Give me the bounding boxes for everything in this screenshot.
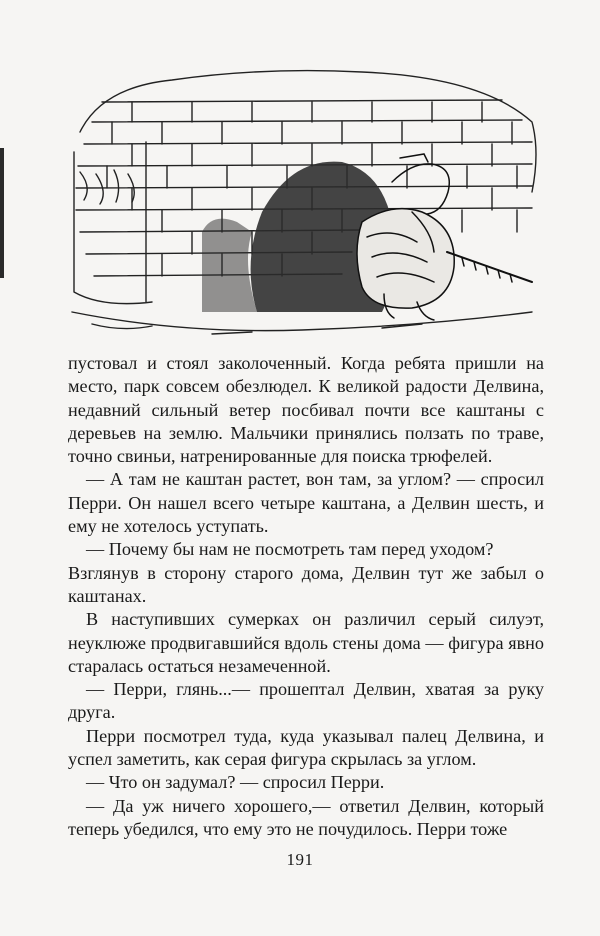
paragraph: — Да уж ничего хорошего,— ответил Делвин, который теперь убедился, что ему это не почудилось. Перри тоже bbox=[68, 795, 544, 839]
page-edge-shadow bbox=[0, 148, 4, 278]
paragraph: — Перри, глянь...— прошептал Делвин, хватая за руку друга. bbox=[68, 679, 544, 723]
paragraph: пустовал и стоял заколоченный. Когда ребята пришли на место, парк совсем обезлюдел. К великой радости Делвина, недавний сильный ветер посбивал почти все каштаны с деревьев на землю. Мальчики принялись ползать по траве, точно свиньи, натренированные для поиска трюфелей. bbox=[68, 353, 544, 467]
paragraph: В наступивших сумерках он различил серый силуэт, неуклюже продвигавшийся вдоль стены дома — фигура явно старалась остаться незамеченной. bbox=[68, 609, 544, 676]
body-text bbox=[68, 352, 544, 841]
paragraph: — Почему бы нам не посмотреть там перед уходом? bbox=[86, 539, 494, 560]
boy-with-stick-by-brick-wall-illustration bbox=[62, 62, 546, 344]
paragraph: Перри посмотрел туда, куда указывал палец Делвина, и успел заметить, как серая фигура скрылась за углом. bbox=[68, 725, 544, 770]
paragraph: — А там не каштан растет, вон там, за углом? — спросил Перри. Он нашел всего четыре каштана, а Делвин шесть, и ему не хотелось уступать. bbox=[68, 469, 544, 537]
paragraph: Взглянув в сторону старого дома, Делвин тут же забыл о каштанах. bbox=[68, 562, 544, 606]
page-number: 191 bbox=[286, 850, 314, 869]
paragraph: — Что он задумал? — спросил Перри. bbox=[86, 772, 385, 793]
